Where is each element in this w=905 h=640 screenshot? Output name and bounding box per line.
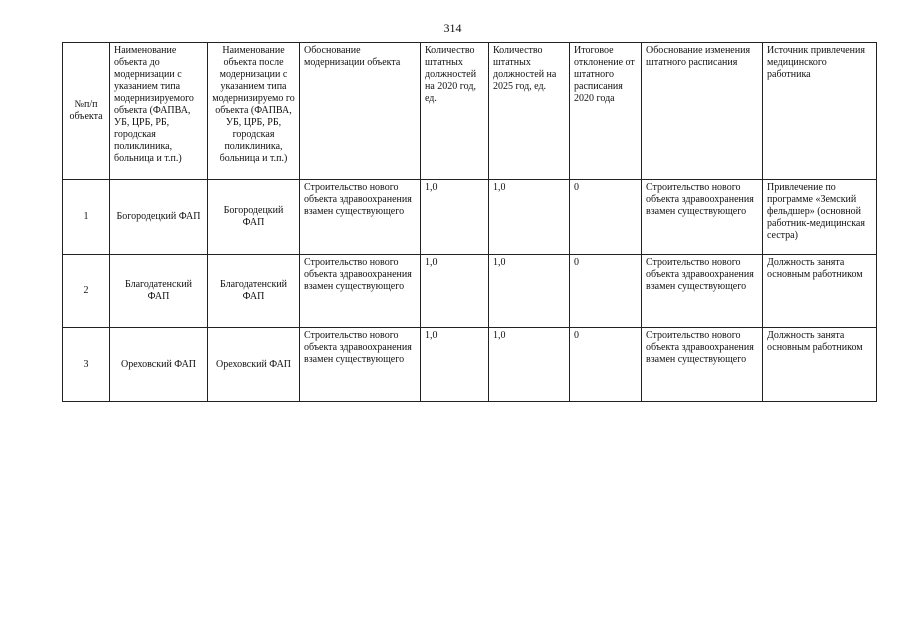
deviation-cell: 0 — [570, 255, 642, 328]
header-justification: Обоснование модернизации объекта — [300, 43, 421, 180]
staff-2025-cell: 1,0 — [489, 328, 570, 402]
deviation-cell: 0 — [570, 328, 642, 402]
header-staff-2020: Количество штатных должностей на 2020 год, ед. — [421, 43, 489, 180]
staff-2025-cell: 1,0 — [489, 255, 570, 328]
justification-cell: Строительство нового объекта здравоохранения взамен существующего — [300, 328, 421, 402]
staff-2025-cell: 1,0 — [489, 180, 570, 255]
name-before-cell: Богородецкий ФАП — [110, 180, 208, 255]
source-cell: Должность занята основным работником — [763, 255, 877, 328]
name-after-cell: Богородецкий ФАП — [208, 180, 300, 255]
header-staff-justification: Обоснование изменения штатного расписания — [642, 43, 763, 180]
source-cell: Привлечение по программе «Земский фельдшер» (основной работник-медицинская сестра) — [763, 180, 877, 255]
header-name-before: Наименование объекта до модернизации с указанием типа модернизируемого объекта (ФАПВА, УБ, ЦРБ, РБ, городская поликлиника, больница и т.п.) — [110, 43, 208, 180]
name-before-cell: Благодатенский ФАП — [110, 255, 208, 328]
row-number: 1 — [63, 180, 110, 255]
row-number: 3 — [63, 328, 110, 402]
name-after-cell: Благодатенский ФАП — [208, 255, 300, 328]
header-number: №п/п объекта — [63, 43, 110, 180]
row-number: 2 — [63, 255, 110, 328]
header-row — [63, 43, 877, 180]
table-row — [63, 255, 877, 328]
staff-justification-cell: Строительство нового объекта здравоохранения взамен существующего — [642, 328, 763, 402]
table-row — [63, 328, 877, 402]
header-staff-2025: Количество штатных должностей на 2025 год, ед. — [489, 43, 570, 180]
staff-justification-cell: Строительство нового объекта здравоохранения взамен существующего — [642, 180, 763, 255]
source-cell: Должность занята основным работником — [763, 328, 877, 402]
header-source: Источник привлечения медицинского работника — [763, 43, 877, 180]
deviation-cell: 0 — [570, 180, 642, 255]
justification-cell: Строительство нового объекта здравоохранения взамен существующего — [300, 180, 421, 255]
table-row — [63, 180, 877, 255]
name-after-cell: Ореховский ФАП — [208, 328, 300, 402]
name-before-cell: Ореховский ФАП — [110, 328, 208, 402]
modernization-table — [62, 42, 877, 402]
page-number: 314 — [443, 21, 462, 35]
justification-cell: Строительство нового объекта здравоохранения взамен существующего — [300, 255, 421, 328]
header-name-after: Наименование объекта после модернизации с указанием типа модернизируемо го объекта (ФАПВА, УБ, ЦРБ, РБ, городская поликлиника, больница и т.п.) — [208, 43, 300, 180]
header-deviation: Итоговое отклонение от штатного расписания 2020 года — [570, 43, 642, 180]
staff-2020-cell: 1,0 — [421, 328, 489, 402]
staff-2020-cell: 1,0 — [421, 255, 489, 328]
staff-2020-cell: 1,0 — [421, 180, 489, 255]
staff-justification-cell: Строительство нового объекта здравоохранения взамен существующего — [642, 255, 763, 328]
